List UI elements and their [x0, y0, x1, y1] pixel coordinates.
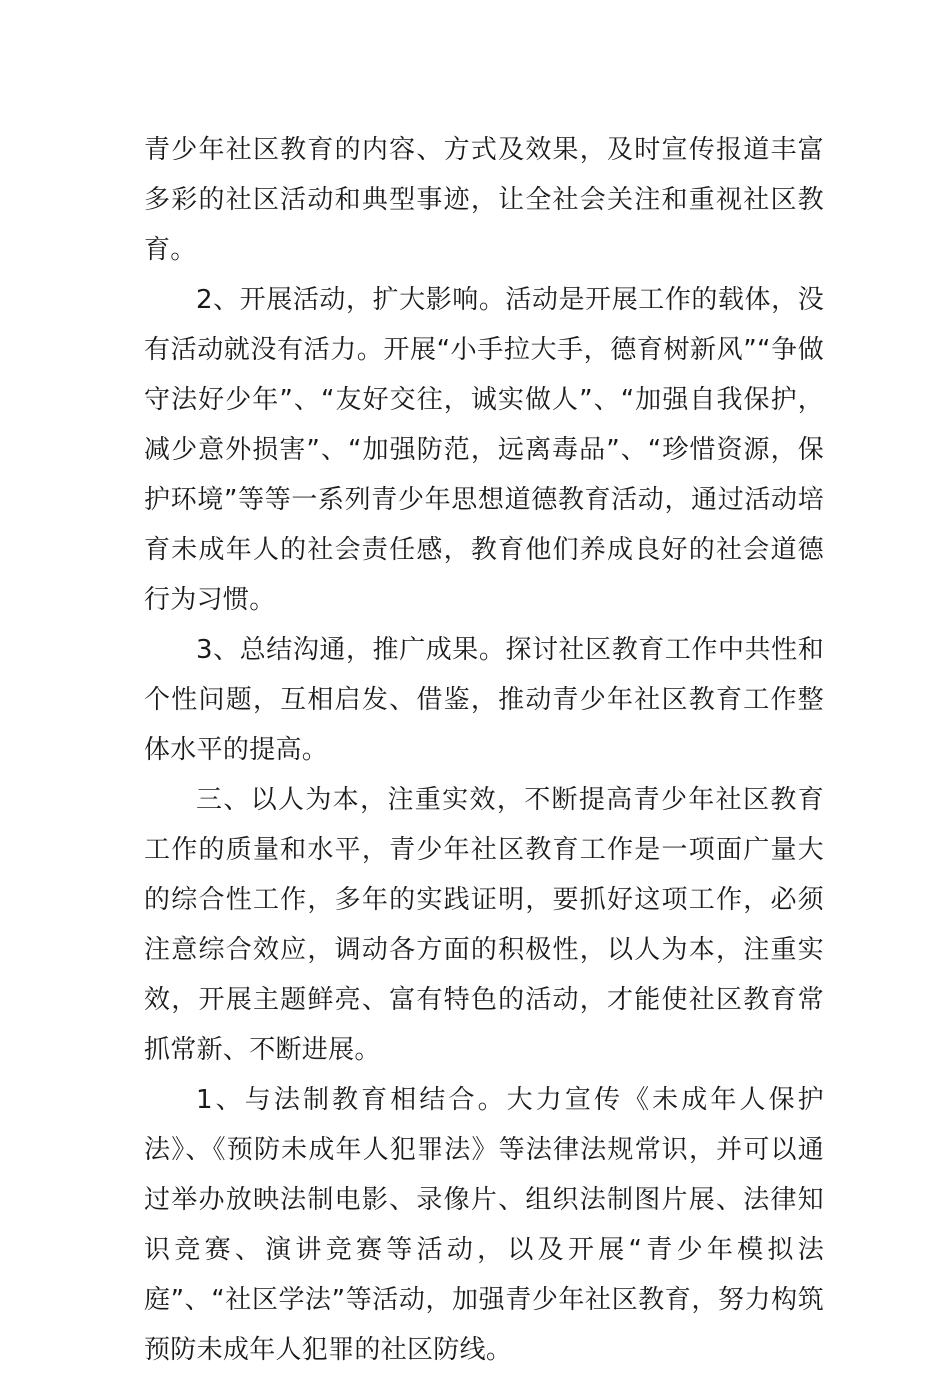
paragraph-item-1: 1、与法制教育相结合。大力宣传《未成年人保护法》、《预防未成年人犯罪法》等法律法规常识，并可以通过举办放映法制电影、录像片、组织法制图片展、法律知识竞赛、演讲竞赛等活动，以及开展“青少年模拟法庭”、“社区学法”等活动，加强青少年社区教育，努力构筑预防未成年人犯罪的社区防线。: [144, 1085, 824, 1365]
paragraph-section-3: 三、以人为本，注重实效，不断提高青少年社区教育工作的质量和水平，青少年社区教育工作是一项面广量大的综合性工作，多年的实践证明，要抓好这项工作，必须注意综合效应，调动各方面的积极性，以人为本，注重实效，开展主题鲜亮、富有特色的活动，才能使社区教育常抓常新、不断进展。: [144, 785, 824, 1065]
paragraph-item-2: 2、开展活动，扩大影响。活动是开展工作的载体，没有活动就没有活力。开展“小手拉大手，德育树新风”“争做守法好少年”、“友好交往，诚实做人”、“加强自我保护，减少意外损害”、“加强防范，远离毒品”、“珍惜资源，保护环境”等等一系列青少年思想道德教育活动，通过活动培育未成年人的社会责任感，教育他们养成良好的社会道德行为习惯。: [144, 285, 824, 615]
paragraph-continuation: 青少年社区教育的内容、方式及效果，及时宣传报道丰富多彩的社区活动和典型事迹，让全社会关注和重视社区教育。: [144, 135, 824, 265]
paragraph-item-3: 3、总结沟通，推广成果。探讨社区教育工作中共性和个性问题，互相启发、借鉴，推动青少年社区教育工作整体水平的提高。: [144, 635, 824, 765]
document-body: [144, 125, 824, 1375]
